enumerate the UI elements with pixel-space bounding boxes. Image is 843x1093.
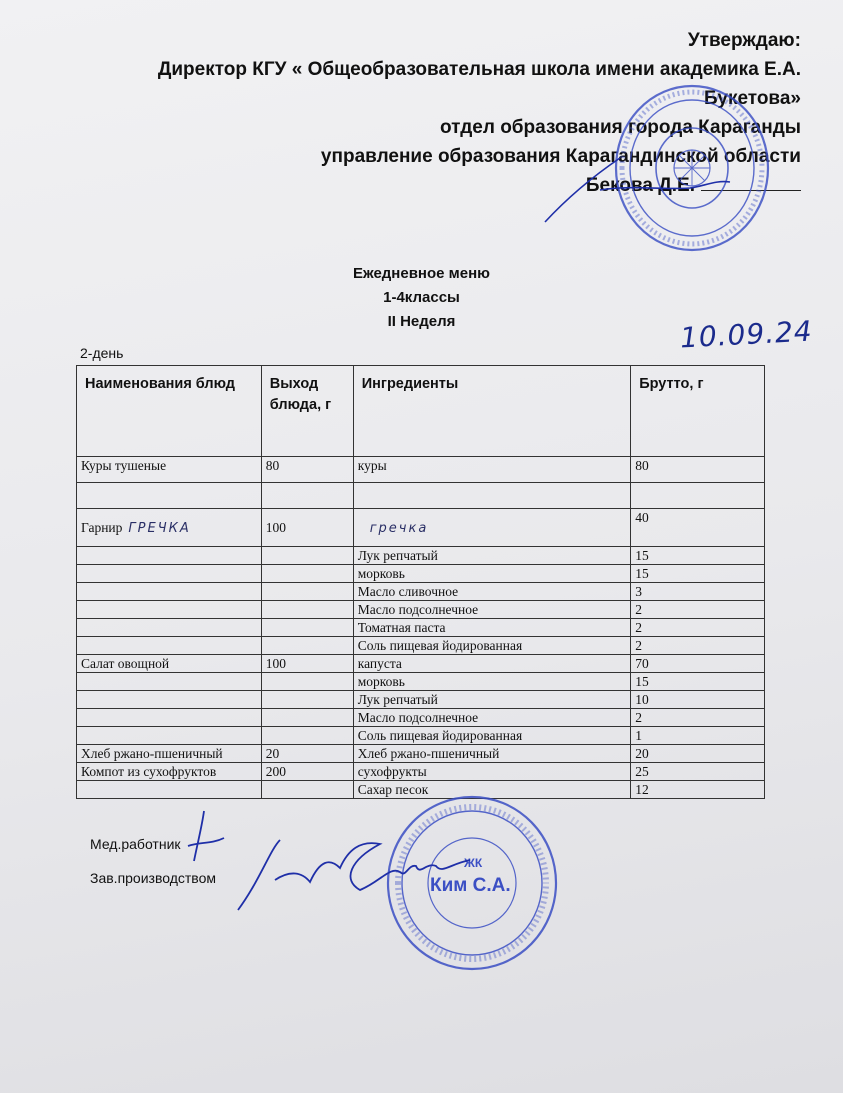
director-line-1: Директор КГУ « Общеобразовательная школа имени академика Е.А.	[157, 59, 801, 80]
ingredient-name: Масло подсолнечное	[357, 710, 479, 725]
gross-cell: 1	[631, 727, 765, 745]
production-head-signature	[230, 820, 480, 920]
gross-cell: 2	[631, 709, 765, 727]
ingredient-name: Хлеб ржано-пшеничный	[357, 746, 500, 761]
table-row	[77, 583, 765, 601]
ingredient-name: Масло подсолнечное	[357, 602, 479, 617]
table-row	[77, 727, 765, 745]
ingredient-name: морковь	[357, 674, 405, 689]
yield-cell	[261, 727, 353, 745]
dish-name: Салат овощной	[81, 656, 170, 671]
dish-cell	[77, 691, 262, 709]
ingredient-name: Соль пищевая йодированная	[357, 638, 523, 653]
ingredient-cell	[353, 709, 630, 727]
dish-cell	[77, 619, 262, 637]
ingredient-cell	[353, 483, 630, 509]
table-row	[77, 673, 765, 691]
signer-name: Бекова Д.Е.	[585, 175, 695, 196]
menu-table-body	[77, 457, 765, 799]
week-label: II Неделя	[387, 313, 456, 330]
handwritten-side-dish: ГРЕЧКА	[128, 520, 191, 536]
dish-cell	[77, 565, 262, 583]
dish-cell	[77, 763, 262, 781]
handwritten-date: 10.09.24	[679, 314, 814, 355]
ingredient-name: сухофрукты	[357, 764, 427, 779]
dish-cell	[77, 709, 262, 727]
ingredient-name: капуста	[357, 656, 402, 671]
dish-name: Компот из сухофруктов	[81, 764, 217, 779]
gross-cell: 10	[631, 691, 765, 709]
day-label: 2-день	[80, 345, 124, 361]
dish-cell	[77, 483, 262, 509]
dish-cell	[77, 601, 262, 619]
administration-line: управление образования Карагандинской области	[320, 146, 801, 167]
table-row	[77, 509, 765, 547]
yield-cell	[261, 601, 353, 619]
yield-cell	[261, 547, 353, 565]
ingredient-cell	[353, 457, 630, 483]
ingredient-name: Соль пищевая йодированная	[357, 728, 523, 743]
table-row	[77, 745, 765, 763]
ingredient-cell	[353, 583, 630, 601]
dish-cell	[77, 727, 262, 745]
yield-cell	[261, 781, 353, 799]
gross-cell: 20	[631, 745, 765, 763]
department-line: отдел образования города Караганды	[440, 117, 801, 138]
dish-cell	[77, 509, 262, 547]
gross-cell: 3	[631, 583, 765, 601]
yield-cell: 100	[261, 655, 353, 673]
ingredient-name: Масло сливочное	[357, 584, 459, 599]
gross-cell: 2	[631, 601, 765, 619]
column-header-gross: Брутто, г	[631, 366, 765, 457]
table-header-row	[77, 366, 765, 457]
ingredient-cell	[353, 691, 630, 709]
dish-cell	[77, 457, 262, 483]
yield-cell	[261, 583, 353, 601]
column-header-dish: Наименования блюд	[77, 366, 262, 457]
ingredient-cell	[353, 673, 630, 691]
table-row	[77, 763, 765, 781]
table-row	[77, 709, 765, 727]
stamp-abbr: ЖК	[464, 856, 483, 870]
yield-cell	[261, 565, 353, 583]
gross-cell: 70	[631, 655, 765, 673]
ingredient-cell	[353, 655, 630, 673]
gross-cell: 80	[631, 457, 765, 483]
grades-label: 1-4классы	[383, 289, 460, 306]
yield-cell: 100	[261, 509, 353, 547]
yield-cell: 20	[261, 745, 353, 763]
column-header-yield: Выход блюда, г	[261, 366, 353, 457]
table-row	[77, 483, 765, 509]
gross-cell: 15	[631, 547, 765, 565]
dish-cell	[77, 745, 262, 763]
dish-cell	[77, 583, 262, 601]
column-header-ingredients: Ингредиенты	[353, 366, 630, 457]
ingredient-name: Лук репчатый	[357, 548, 438, 563]
dish-cell	[77, 673, 262, 691]
gross-cell: 15	[631, 565, 765, 583]
ingredient-cell	[353, 637, 630, 655]
director-signature	[540, 150, 740, 230]
table-row	[77, 601, 765, 619]
production-head-label: Зав.производством	[90, 870, 216, 886]
dish-name: Гарнир	[81, 519, 123, 535]
ingredient-cell	[353, 727, 630, 745]
ingredient-cell	[353, 745, 630, 763]
gross-cell: 25	[631, 763, 765, 781]
dish-name: Хлеб ржано-пшеничный	[81, 746, 223, 761]
ingredient-cell	[353, 547, 630, 565]
yield-cell: 80	[261, 457, 353, 483]
menu-table	[76, 365, 765, 799]
ingredient-cell	[353, 509, 630, 547]
yield-cell	[261, 673, 353, 691]
handwritten-ingredient: гречка	[369, 520, 429, 536]
yield-cell	[261, 637, 353, 655]
director-line-2: Букетова»	[703, 88, 801, 109]
ingredient-name: Лук репчатый	[357, 692, 438, 707]
gross-cell	[631, 483, 765, 509]
gross-cell: 2	[631, 637, 765, 655]
table-row	[77, 637, 765, 655]
ingredient-name: куры	[357, 458, 387, 473]
med-worker-label: Мед.работник	[90, 836, 181, 852]
ingredient-cell	[353, 601, 630, 619]
gross-cell: 15	[631, 673, 765, 691]
yield-cell	[261, 619, 353, 637]
dish-cell	[77, 637, 262, 655]
table-row	[77, 691, 765, 709]
table-row	[77, 619, 765, 637]
ingredient-cell	[353, 763, 630, 781]
table-row	[77, 655, 765, 673]
table-row	[77, 547, 765, 565]
dish-cell	[77, 655, 262, 673]
dish-name: Куры тушеные	[81, 458, 167, 473]
approve-label: Утверждаю:	[687, 30, 801, 51]
gross-cell: 12	[631, 781, 765, 799]
stamp-name: Ким С.А.	[430, 875, 511, 896]
gross-cell: 2	[631, 619, 765, 637]
yield-cell	[261, 483, 353, 509]
yield-cell	[261, 709, 353, 727]
yield-cell	[261, 691, 353, 709]
menu-title: Ежедневное меню	[353, 265, 490, 282]
med-worker-signature	[184, 806, 234, 866]
ingredient-name: морковь	[357, 566, 405, 581]
table-row	[77, 457, 765, 483]
dish-cell	[77, 781, 262, 799]
ingredient-name: Томатная паста	[357, 620, 446, 635]
gross-cell: 40	[631, 509, 765, 547]
yield-cell: 200	[261, 763, 353, 781]
table-row	[77, 565, 765, 583]
ingredient-name: Сахар песок	[357, 782, 429, 797]
ingredient-cell	[353, 619, 630, 637]
dish-cell	[77, 547, 262, 565]
ingredient-cell	[353, 565, 630, 583]
